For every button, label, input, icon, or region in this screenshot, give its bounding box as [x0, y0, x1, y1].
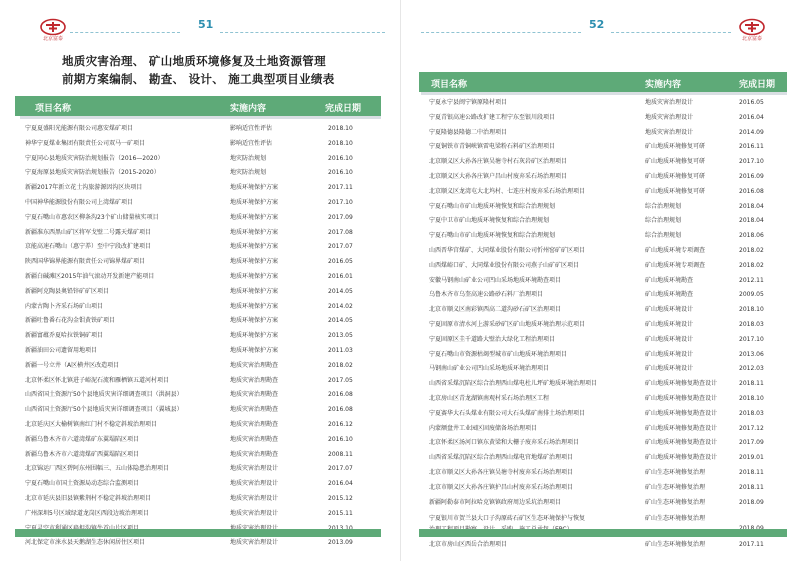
table-row: [419, 303, 787, 318]
project-date: 2016.12: [328, 420, 353, 428]
project-content: 地质灾害治理勘查: [230, 450, 279, 458]
project-name: 宁夏石嘴山市资源枯竭型城市矿山地质环境治理项目: [429, 350, 568, 358]
project-date: 2016.01: [328, 272, 353, 280]
project-content: 地质灾害治理勘查: [230, 406, 279, 414]
project-date: 2017.10: [328, 198, 353, 206]
project-name: 北京市顺义区大孙各庄镇吴塘寺村废弃采石场治理项目: [429, 468, 574, 476]
project-name: 内蒙额盘井工业园区固废储备场治理项目: [429, 424, 538, 432]
company-logo: [739, 18, 765, 44]
project-name: 宁夏石嘴山市矿山地质环境恢复和综合治理规划: [429, 232, 556, 240]
project-date: 2018.04: [739, 202, 764, 210]
table-row: [419, 244, 787, 259]
table-row: [15, 462, 381, 477]
project-content: 影响适宜性评估: [230, 125, 273, 132]
project-content: 地质环境保护方案: [230, 302, 279, 310]
project-date: 2014.05: [328, 287, 353, 295]
project-name: 宁夏夏盛阳光能源有限公司惠安煤矿项目: [25, 125, 134, 132]
project-content: 矿山地质环境修复可研: [645, 187, 706, 195]
project-name: 新疆油田公司遗留用地项目: [25, 346, 98, 354]
project-content: 地质环境保护方案: [230, 317, 279, 325]
project-content: 综合治理规划: [645, 217, 682, 225]
project-content: 地质灾害治理勘查: [230, 361, 279, 369]
project-table: [419, 96, 787, 553]
project-content: 矿山地质环境设计: [645, 306, 694, 314]
project-content: 地质灾害治理勘查: [230, 391, 279, 399]
project-date: 2016.10: [328, 154, 353, 162]
project-content: 地质环境保护方案: [230, 287, 279, 295]
project-date: 2016.11: [739, 143, 764, 151]
project-content: 矿山地质环境设计: [645, 350, 694, 358]
project-content: 地质环境保护方案: [230, 258, 279, 266]
project-name: 山西煤峪口矿、大同煤业股份有限公司燕子山矿矿区项目: [429, 261, 580, 269]
project-content: 地质灾害治理设计: [645, 128, 694, 136]
table-row: [419, 200, 787, 215]
project-name: 马钢南山矿业公司凹山采场地质环境治理项目: [429, 365, 550, 373]
table-row: [419, 407, 787, 422]
header-divider: [421, 32, 581, 33]
table-row: [419, 126, 787, 141]
project-content: 地质灾害治理设计: [230, 494, 279, 502]
project-date: 2018.09: [739, 498, 764, 506]
table-row: [419, 214, 787, 229]
project-name: 新疆阿克陶县奥铅锌矿矿区项目: [25, 287, 110, 295]
project-date: 2018.11: [739, 483, 764, 491]
project-name: 新疆白碱滩区2015年油气滚动开发新建产能项目: [25, 272, 155, 280]
project-content: 地质环境保护方案: [230, 346, 279, 354]
table-row: [15, 418, 381, 433]
project-name: 山西省采煤沉陷区综合治理西山煤电官地煤矿治理项目: [429, 454, 574, 462]
project-date: 2016.09: [739, 172, 764, 180]
project-name: 新疆乌鲁木齐市六道湾煤矿西翼塌陷区项目: [25, 450, 140, 458]
project-table: [15, 122, 381, 551]
project-date: 2018.03: [739, 320, 764, 328]
project-content: 矿山地质环境勘查: [645, 276, 694, 284]
table-row: [15, 152, 381, 167]
table-row: [15, 240, 381, 255]
table-row: [419, 481, 787, 496]
table-row: [15, 448, 381, 463]
project-date: 2018.11: [739, 380, 764, 388]
project-name: 中国神华能源股份有限公司上湾煤矿项目: [25, 198, 134, 206]
project-name: 宁夏银川市贺兰县大口子沟原砖石矿区生态环境保护与恢复: [429, 515, 586, 523]
project-date: 2015.12: [328, 494, 353, 502]
project-date: 2018.10: [328, 125, 353, 132]
project-date: 2018.02: [739, 246, 764, 254]
project-date: 2017.05: [328, 376, 353, 384]
project-date: 2017.10: [739, 335, 764, 343]
project-content: 地质环境保护方案: [230, 228, 279, 236]
table-row: [419, 377, 787, 392]
project-date: 2013.05: [328, 332, 353, 340]
project-name: 新疆2017年新立花土沟旅游源因沟区块项目: [25, 184, 143, 192]
project-content: 矿山地质环境勘查: [645, 291, 694, 299]
project-date: 2019.01: [739, 454, 764, 462]
page-number: 51: [198, 18, 214, 31]
project-content: 矿山地质环境修复可研: [645, 143, 706, 151]
project-name: 山西省采煤沉陷区综合治理西山煤电杜儿坪矿地质环境治理项目: [429, 380, 598, 388]
project-date: 2018.10: [328, 139, 353, 147]
project-name: 北京怀柔区怀北镇进子峪泥石流和雁栖镇五道河村项目: [25, 376, 170, 384]
table-row: [15, 137, 381, 152]
project-name: 新疆富蕴乔夏哈拉铁铜矿项目: [25, 332, 104, 340]
footer-bar: [419, 529, 787, 537]
project-date: 2016.10: [328, 169, 353, 177]
project-content: 综合治理规划: [645, 232, 682, 240]
project-content: 地质环境保护方案: [230, 243, 279, 251]
project-date: 2017.12: [739, 424, 764, 432]
table-row: [419, 333, 787, 348]
page-title: [62, 52, 382, 88]
project-name: 山西省国土资源厅50个县地质灾害详细调查项目（洪洞县）: [25, 391, 183, 399]
project-content: 矿山生态环境修复治理: [645, 541, 706, 549]
column-header-date: 完成日期: [325, 104, 362, 114]
project-content: 地质灾害治理设计: [230, 539, 279, 547]
project-date: 2016.08: [739, 187, 764, 195]
project-content: 地质灾害治理设计: [645, 113, 694, 121]
table-row: [15, 433, 381, 448]
project-content: 矿山生态环境修复治理: [645, 483, 706, 491]
table-row: [15, 270, 381, 285]
table-row: [419, 392, 787, 407]
project-content: 矿山生态环境修复治理: [645, 468, 706, 476]
project-date: 2018.10: [739, 306, 764, 314]
project-name: 北京怀柔区汤河口镇东黄梁和大栅子废弃采石场治理项目: [429, 439, 580, 447]
table-row: [15, 388, 381, 403]
table-row: [419, 348, 787, 363]
project-date: 2012.11: [739, 276, 764, 284]
project-name: 新疆吐鲁番石花沟金钼黄铁矿项目: [25, 317, 116, 325]
table-row: [15, 344, 381, 359]
page-number: 52: [589, 18, 605, 31]
project-name: 北京市房山区西岳合治理项目: [429, 541, 508, 549]
project-name: 北京顺义区大孙各庄镇户昌山村废弃采石场治理项目: [429, 172, 568, 180]
project-name: 北京锦运厂西区碧阿东州围幅三、五山体隐患治理项目: [25, 465, 170, 473]
project-name: 宁夏铜铁市青铜峡镇雷电梁粉石料矿区治理项目: [429, 143, 556, 151]
project-content: 矿山地质环境专项调查: [645, 246, 706, 254]
project-date: 2018.10: [739, 394, 764, 402]
project-content: 地质灾害治理勘查: [230, 376, 279, 384]
project-date: 2017.11: [328, 184, 353, 192]
table-row: [419, 538, 787, 553]
table-row: [419, 288, 787, 303]
project-date: 2018.11: [739, 468, 764, 476]
project-content: 矿山地质环境修复勘查设计: [645, 439, 718, 447]
footer-bar: [15, 529, 381, 537]
project-name: 宁夏隆德县隆德二中治理项目: [429, 128, 508, 136]
project-name: 山西晋华宫煤矿、大同煤业股份有限公司忻州窑矿矿区项目: [429, 246, 586, 254]
project-name: 山西省国土资源厅50个县地质灾害详细调查项目（翼城县）: [25, 406, 183, 414]
project-content: 矿山地质环境修复勘查设计: [645, 424, 718, 432]
table-row: [419, 259, 787, 274]
project-date: 2018.02: [328, 361, 353, 369]
table-row: [419, 170, 787, 185]
column-header-date: 完成日期: [739, 80, 776, 90]
project-name: 新疆阿勒泰市阿拉哈克镇镇政府周边采坑治理项目: [429, 498, 562, 506]
project-date: 2009.05: [739, 291, 764, 299]
table-row: [15, 536, 381, 551]
project-date: 2014.09: [739, 128, 764, 136]
project-name: 神华宁夏煤业集团有限责任公司双马一矿项目: [25, 139, 146, 147]
project-content: 矿山地质环境设计: [645, 365, 694, 373]
table-row: [419, 318, 787, 333]
table-row: [15, 196, 381, 211]
project-content: 地质灾害治理设计: [230, 480, 279, 488]
table-row: [15, 329, 381, 344]
project-name: 北京顺义区大孙各庄镇吴塘寺村石灰岩矿区治理项目: [429, 158, 568, 166]
project-date: 2017.08: [328, 228, 353, 236]
header-divider: [70, 32, 180, 33]
header-divider: [611, 32, 731, 33]
project-date: 2016.04: [328, 480, 353, 488]
table-row: [419, 185, 787, 200]
project-name: 宁夏赛华大石头煤业有限公司大石头煤矿南排土场治理项目: [429, 409, 586, 417]
project-date: 2012.03: [739, 365, 764, 373]
logo-text: 北京富泰: [42, 36, 63, 42]
table-row: [15, 314, 381, 329]
project-content: 矿山地质环境设计: [645, 335, 694, 343]
project-date: 2011.03: [328, 346, 353, 354]
project-name: 内蒙古陶卜齐采石场矿山项目: [25, 302, 104, 310]
project-content: 矿山生态环境修复治理: [645, 498, 706, 506]
table-row: [419, 451, 787, 466]
table-row: [419, 111, 787, 126]
project-content: 矿山地质环境修复勘查设计: [645, 380, 718, 388]
table-row: [15, 300, 381, 315]
project-name: 新疆一号立井（A区横井区改造项目: [25, 361, 120, 369]
project-name: 宁夏石嘴山市矿山地质环境恢复和综合治理规划: [429, 202, 556, 210]
table-row: [419, 422, 787, 437]
table-row: [419, 155, 787, 170]
project-date: 2013.09: [328, 539, 353, 547]
project-date: 2015.11: [328, 509, 353, 517]
project-name: 宁夏同心县地质灾害防治规划报告（2016—2020）: [25, 154, 164, 162]
project-date: 2016.10: [328, 435, 353, 443]
project-content: 矿山地质环境修复勘查设计: [645, 394, 718, 402]
project-content: 地质灾害治理设计: [645, 99, 694, 106]
project-date: 2017.11: [739, 541, 764, 549]
project-date: 2016.05: [328, 258, 353, 266]
title-line: 前期方案编制、 勘查、 设计、 施工典型项目业绩表: [62, 72, 335, 86]
table-row: [419, 274, 787, 289]
project-name: 新疆准东西黑山矿区将军戈壁二号露天煤矿项目: [25, 228, 152, 236]
project-date: 2014.05: [328, 317, 353, 325]
project-date: 2016.08: [328, 406, 353, 414]
project-content: 矿山地质环境修复勘查设计: [645, 454, 718, 462]
project-name: 广州深圳5号区域绿道龙岗区西段边坡治理项目: [25, 509, 149, 517]
project-content: 矿山地质环境设计: [645, 320, 694, 328]
table-row: [15, 255, 381, 270]
table-row: [15, 359, 381, 374]
project-date: 2017.10: [739, 158, 764, 166]
project-name: 京能高速石嘴山（惠宁养）至中宁段改扩建项目: [25, 243, 152, 251]
table-row: [15, 374, 381, 389]
project-content: 地质环境保护方案: [230, 184, 279, 192]
project-content: 地质灾害治理勘查: [230, 435, 279, 443]
table-row: [15, 403, 381, 418]
table-row: [15, 166, 381, 181]
table-row: [15, 226, 381, 241]
project-content: 矿山地质环境修复可研: [645, 158, 706, 166]
company-logo: [40, 18, 66, 44]
project-name: 宁夏固原市清水河上游采砂矿区矿山地质环境治理示范项目: [429, 320, 586, 328]
project-date: 2014.02: [328, 302, 353, 310]
project-content: 地质灾害治理设计: [230, 509, 279, 517]
table-row: [15, 285, 381, 300]
project-date: 2017.07: [328, 465, 353, 473]
table-header: [15, 96, 381, 116]
title-line: 地质灾害治理、 矿山地质环境修复及土地资源管理: [62, 54, 326, 68]
project-content: 矿山生态环境修复治理: [645, 515, 706, 523]
project-name: 宁夏中卫市矿山地质环境恢复和综合治理规划: [429, 217, 550, 225]
table-row: [419, 140, 787, 155]
table-row: [15, 507, 381, 522]
table-row: [419, 96, 787, 111]
header-divider: [220, 32, 385, 33]
column-header-name: 项目名称: [35, 104, 72, 114]
column-header-content: 实施内容: [230, 104, 267, 114]
project-date: 2008.11: [328, 450, 353, 458]
project-date: 2017.09: [328, 213, 353, 221]
project-name: 北京顺义区龙湾屯大北坞村、七连庄村废弃采石场治理项目: [429, 187, 586, 195]
project-content: 影响适宜性评估: [230, 139, 273, 147]
project-content: 地灾防治规划: [230, 169, 267, 177]
table-row: [419, 466, 787, 481]
project-name: 北京市顺义区南彩镇西高二道沟砂石矿区治理项目: [429, 306, 562, 314]
project-name: 北京市延庆县旧县镇紫荆村不稳定斜坡治理项目: [25, 494, 152, 502]
project-date: 2018.02: [739, 261, 764, 269]
project-date: 2018.06: [739, 232, 764, 240]
project-content: 地质环境保护方案: [230, 332, 279, 340]
project-name: 北京房山区青龙湖镇南观村采石场治理区工程: [429, 394, 550, 402]
project-content: 矿山地质环境修复勘查设计: [645, 409, 718, 417]
project-date: 2016.04: [739, 113, 764, 121]
column-header-content: 实施内容: [645, 80, 682, 90]
table-row: [419, 496, 787, 511]
logo-text: 北京富泰: [741, 36, 762, 42]
project-date: 2017.07: [328, 243, 353, 251]
table-row: [15, 211, 381, 226]
project-name: 河北保定市涞水县天鹅湖生态休闲居住区项目: [25, 539, 146, 547]
project-date: 2016.05: [739, 99, 764, 106]
project-name: 北京延庆区大榆树镇南红门村不稳定斜坡治理项目: [25, 420, 158, 428]
project-name: 宁夏石嘴山市惠农区柳条沟23个矿山储量核实项目: [25, 213, 159, 221]
project-content: 地灾防治规划: [230, 154, 267, 162]
project-name: 新疆乌鲁木齐市六道湾煤矿东翼塌陷区项目: [25, 435, 140, 443]
project-content: 地质环境保护方案: [230, 213, 279, 221]
project-name: 北京市顺义区大孙各庄镇护昌山村废弃采石场治理项目: [429, 483, 574, 491]
project-content: 矿山地质环境修复可研: [645, 172, 706, 180]
project-date: 2013.06: [739, 350, 764, 358]
table-header: [419, 72, 787, 92]
project-name: 乌鲁木齐市乌奎高速公路砂石料厂治理项目: [429, 291, 544, 299]
project-date: 2016.08: [328, 391, 353, 399]
project-content: 地质环境保护方案: [230, 272, 279, 280]
project-content: 地质灾害治理勘查: [230, 420, 279, 428]
project-content: 综合治理规划: [645, 202, 682, 210]
project-name: 陕西国华锦界能源有限责任公司锦界煤矿项目: [25, 258, 146, 266]
table-row: [419, 436, 787, 451]
project-name: 宁夏石嘴山市国土资源局动态综合监测项目: [25, 480, 140, 488]
logo-icon: [739, 18, 765, 36]
column-header-name: 项目名称: [431, 80, 468, 90]
project-name: 宁夏固原区圭千道路大壁治大绿化工程治理项目: [429, 335, 556, 343]
right-page: [400, 0, 800, 561]
table-row: [419, 229, 787, 244]
logo-icon: [40, 18, 66, 36]
project-name: 宁夏永宁县闽宁镇原隆村项目: [429, 99, 508, 106]
table-row: [15, 181, 381, 196]
project-date: 2018.03: [739, 409, 764, 417]
table-row: [15, 122, 381, 137]
table-row: [419, 362, 787, 377]
project-date: 2017.09: [739, 439, 764, 447]
project-name: 宁夏青银高速公路改扩建工程宁东至银川段项目: [429, 113, 556, 121]
project-name: 宁夏海原县地质灾害防治规划报告（2015-2020）: [25, 169, 160, 177]
table-row: [15, 492, 381, 507]
project-date: 2018.04: [739, 217, 764, 225]
project-content: 矿山地质环境专项调查: [645, 261, 706, 269]
project-content: 地质灾害治理设计: [230, 465, 279, 473]
table-row: [15, 477, 381, 492]
project-name: 安徽马钢南山矿业公司凹山采场地质环境勘查项目: [429, 276, 562, 284]
project-content: 地质环境保护方案: [230, 198, 279, 206]
